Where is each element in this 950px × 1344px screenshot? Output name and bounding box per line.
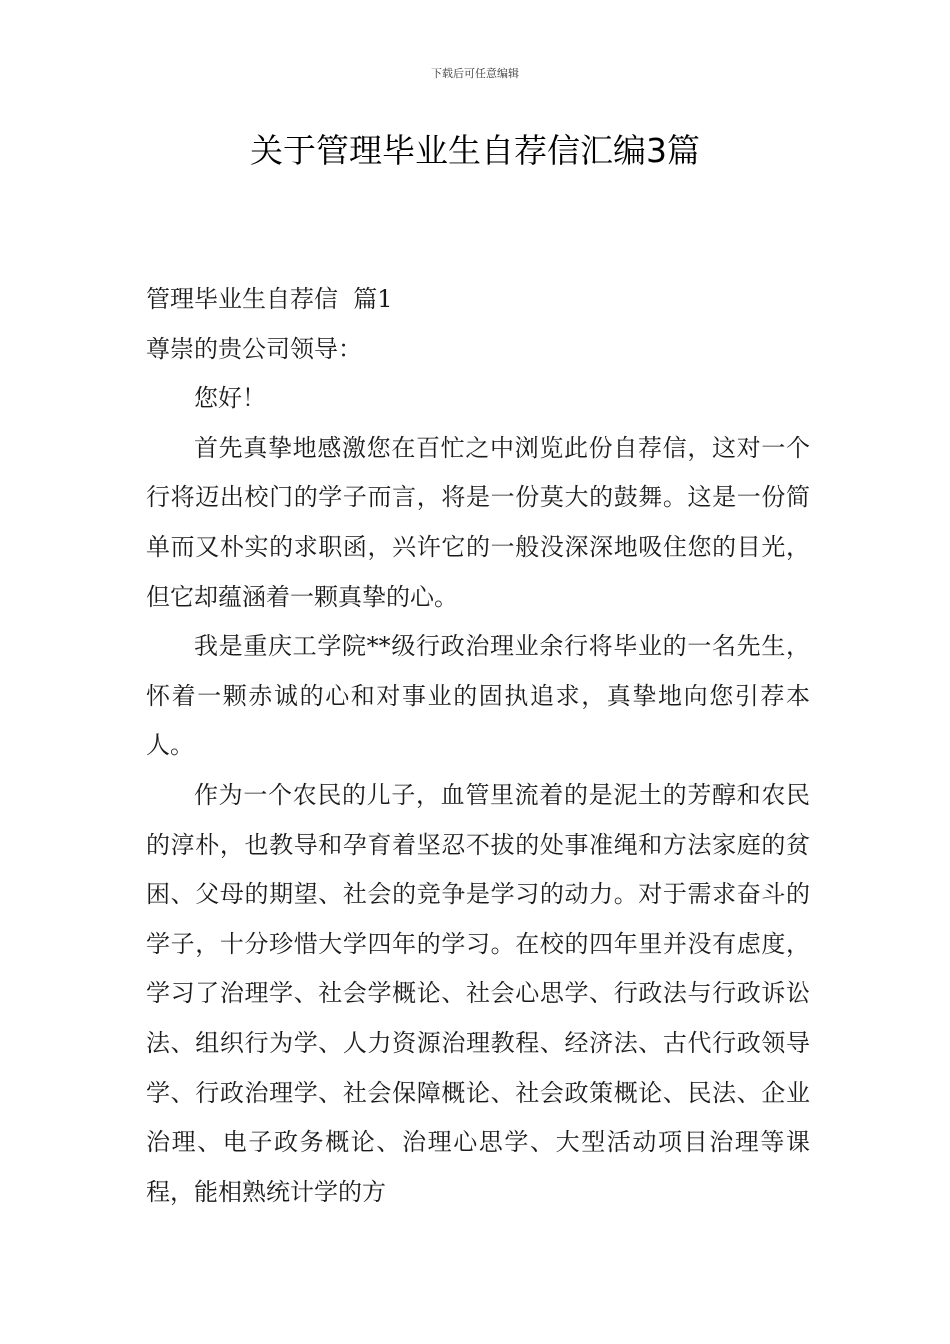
- greeting: 您好！: [194, 384, 266, 413]
- paragraph-2: 我是重庆工学院**级行政治理业余行将毕业的一名先生，怀着一颗赤诚的心和对事业的固执追求，真挚地向您引荐本人。: [146, 632, 810, 760]
- salutation: 尊崇的贵公司领导：: [146, 334, 362, 363]
- paragraph-1: 首先真挚地感激您在百忙之中浏览此份自荐信，这对一个行将迈出校门的学子而言，将是一份莫大的鼓舞。这是一份简单而又朴实的求职函，兴许它的一般没深深地吸住您的目光，但它却蕴涵着一颗真挚的心。: [146, 433, 810, 611]
- document-title: 关于管理毕业生自荐信汇编3篇: [250, 131, 700, 170]
- paragraph-3: 作为一个农民的儿子，血管里流着的是泥土的芳醇和农民的淳朴，也教导和孕育着坚忍不拔的处事准绳和方法家庭的贫困、父母的期望、社会的竞争是学习的动力。对于需求奋斗的学子，十分珍惜大学四年的学习。在校的四年里并没有虑度，学习了治理学、社会学概论、社会心思学、行政法与行政诉讼法、组织行为学、人力资源治理教程、经济法、古代行政领导学、行政治理学、社会保障概论、社会政策概论、民法、企业治理、电子政务概论、治理心思学、大型活动项目治理等课程，能相熟统计学的方: [146, 780, 810, 1206]
- document-body: [146, 275, 810, 1217]
- section-heading: 管理毕业生自荐信 篇1: [146, 285, 393, 313]
- header-note: 下载后可任意编辑: [431, 67, 519, 80]
